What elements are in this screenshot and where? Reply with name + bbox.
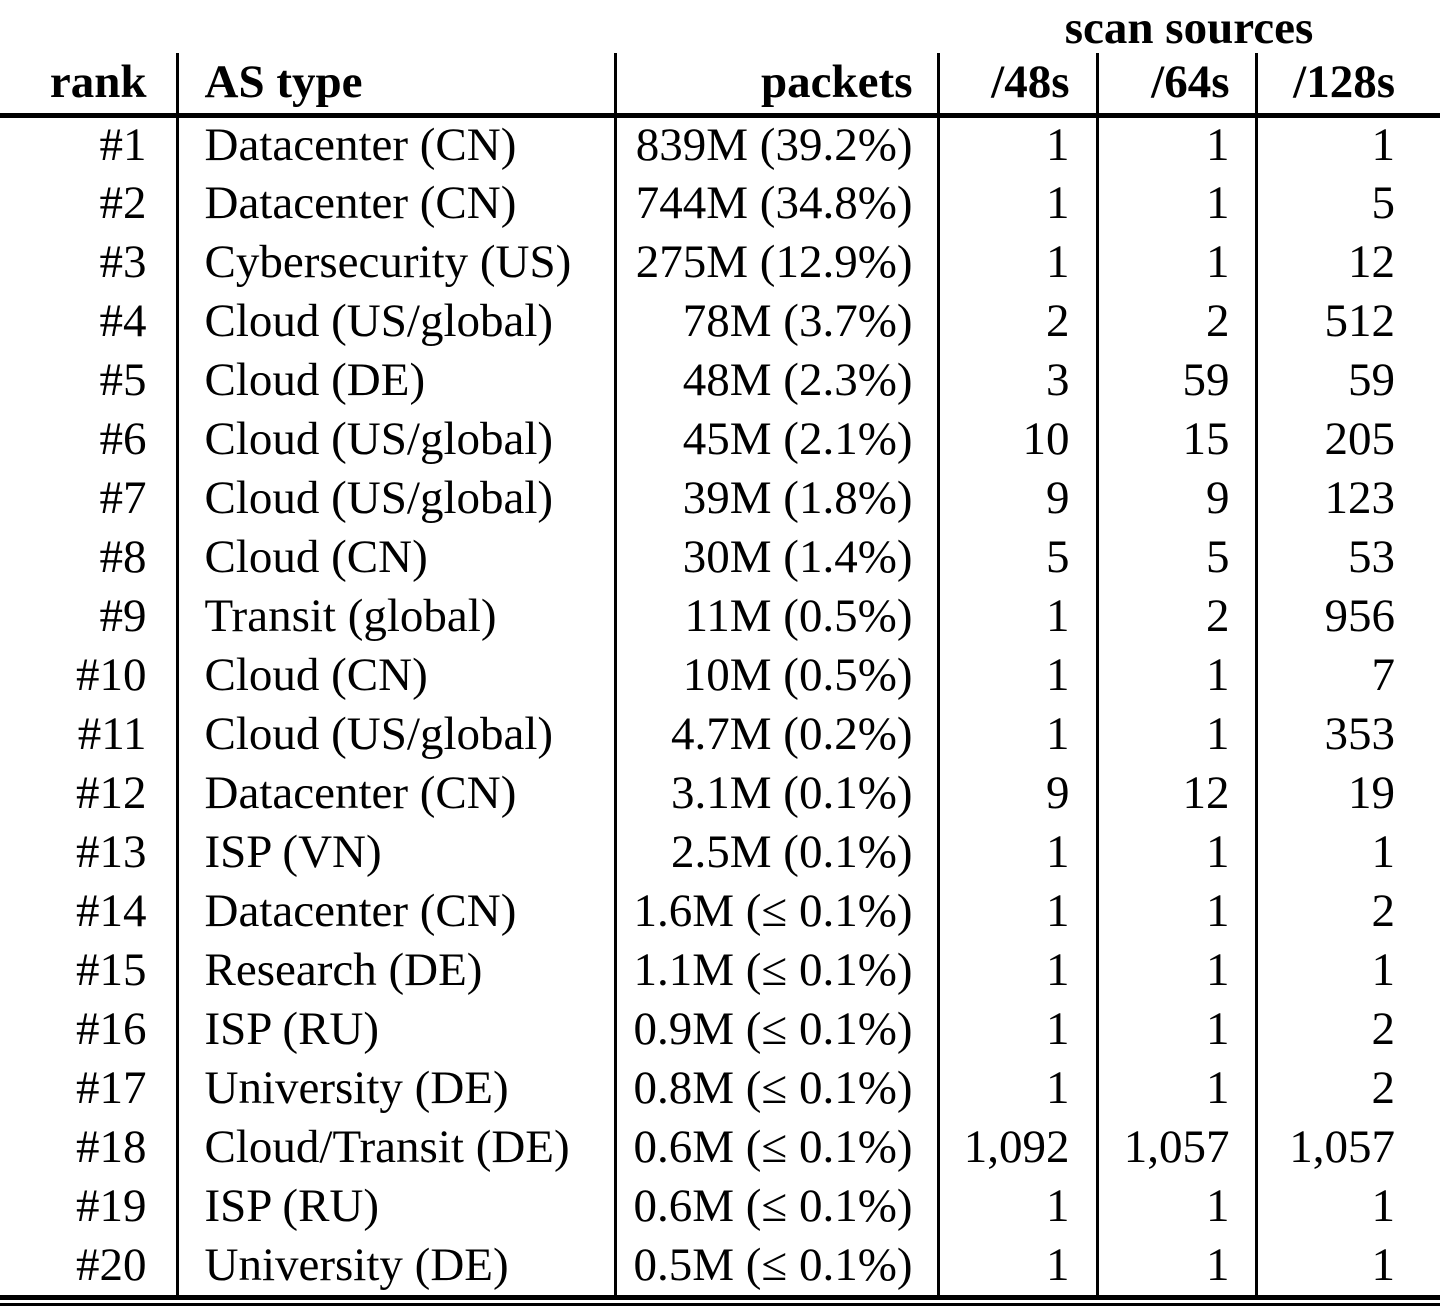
cell-packets: 39M (1.8%) <box>615 469 938 528</box>
cell-48s: 2 <box>938 292 1097 351</box>
cell-packets: 0.8M (≤ 0.1%) <box>615 1059 938 1118</box>
table-row <box>0 1059 1440 1118</box>
cell-64s: 12 <box>1097 764 1256 823</box>
cell-as-type: Datacenter (CN) <box>177 115 615 174</box>
cell-64s: 1 <box>1097 823 1256 882</box>
table-row <box>0 764 1440 823</box>
cell-as-type: Cybersecurity (US) <box>177 233 615 292</box>
table-row <box>0 882 1440 941</box>
span-header-row <box>0 3 1440 53</box>
cell-packets: 10M (0.5%) <box>615 646 938 705</box>
cell-packets: 0.6M (≤ 0.1%) <box>615 1177 938 1236</box>
bottom-rule-bottom <box>0 1303 1440 1306</box>
cell-64s: 1 <box>1097 705 1256 764</box>
cell-48s: 10 <box>938 410 1097 469</box>
cell-128s: 12 <box>1256 233 1440 292</box>
column-header-64s: /64s <box>1097 53 1256 115</box>
table-row <box>0 528 1440 587</box>
cell-rank: #19 <box>76 1180 147 1232</box>
cell-rank: #12 <box>76 767 147 819</box>
cell-64s: 1 <box>1097 115 1256 174</box>
cell-64s: 1,057 <box>1097 1118 1256 1177</box>
cell-rank: #16 <box>76 1003 147 1055</box>
bottom-rule-top <box>0 1295 1440 1300</box>
cell-packets: 839M (39.2%) <box>615 115 938 174</box>
cell-as-type: Datacenter (CN) <box>177 174 615 233</box>
cell-rank: #2 <box>99 177 147 229</box>
cell-packets: 0.9M (≤ 0.1%) <box>615 1000 938 1059</box>
table-row <box>0 941 1440 1000</box>
cell-rank: #5 <box>99 354 147 406</box>
cell-128s: 1 <box>1256 823 1440 882</box>
cell-48s: 1 <box>938 1059 1097 1118</box>
cell-rank: #1 <box>99 119 147 172</box>
cell-48s: 5 <box>938 528 1097 587</box>
cell-128s: 19 <box>1256 764 1440 823</box>
cell-64s: 1 <box>1097 882 1256 941</box>
cell-rank: #4 <box>99 295 147 347</box>
cell-rank: #17 <box>76 1062 147 1114</box>
cell-128s: 956 <box>1256 587 1440 646</box>
cell-64s: 59 <box>1097 351 1256 410</box>
cell-as-type: ISP (RU) <box>177 1177 615 1236</box>
cell-packets: 78M (3.7%) <box>615 292 938 351</box>
cell-as-type: Datacenter (CN) <box>177 882 615 941</box>
cell-48s: 1 <box>938 882 1097 941</box>
cell-48s: 1,092 <box>938 1118 1097 1177</box>
cell-48s: 1 <box>938 115 1097 174</box>
cell-as-type: University (DE) <box>177 1236 615 1295</box>
cell-as-type: ISP (RU) <box>177 1000 615 1059</box>
cell-packets: 1.1M (≤ 0.1%) <box>615 941 938 1000</box>
cell-packets: 744M (34.8%) <box>615 174 938 233</box>
column-header-48s: /48s <box>938 53 1097 115</box>
cell-128s: 1,057 <box>1256 1118 1440 1177</box>
cell-packets: 30M (1.4%) <box>615 528 938 587</box>
cell-packets: 4.7M (0.2%) <box>615 705 938 764</box>
table-row <box>0 469 1440 528</box>
span-header-scan-sources: scan sources <box>1064 3 1314 53</box>
column-header-128s: /128s <box>1256 53 1440 115</box>
cell-as-type: Datacenter (CN) <box>177 764 615 823</box>
cell-64s: 2 <box>1097 292 1256 351</box>
column-header-packets: packets <box>615 53 938 115</box>
cell-64s: 1 <box>1097 1059 1256 1118</box>
table-row <box>0 823 1440 882</box>
cell-as-type: Cloud/Transit (DE) <box>177 1118 615 1177</box>
cell-64s: 1 <box>1097 1000 1256 1059</box>
table-row <box>0 351 1440 410</box>
cell-rank: #3 <box>99 236 147 288</box>
cell-64s: 9 <box>1097 469 1256 528</box>
cell-64s: 2 <box>1097 587 1256 646</box>
cell-48s: 9 <box>938 469 1097 528</box>
table-header <box>0 3 1440 115</box>
table-row <box>0 705 1440 764</box>
table-row <box>0 292 1440 351</box>
table-row <box>0 1000 1440 1059</box>
cell-as-type: Cloud (DE) <box>177 351 615 410</box>
cell-48s: 1 <box>938 1236 1097 1295</box>
cell-64s: 1 <box>1097 646 1256 705</box>
cell-rank: #18 <box>76 1121 147 1173</box>
table-body <box>0 115 1440 1295</box>
cell-packets: 0.5M (≤ 0.1%) <box>615 1236 938 1295</box>
cell-128s: 123 <box>1256 469 1440 528</box>
cell-rank: #8 <box>99 531 147 583</box>
cell-64s: 1 <box>1097 1177 1256 1236</box>
cell-64s: 1 <box>1097 941 1256 1000</box>
cell-packets: 3.1M (0.1%) <box>615 764 938 823</box>
cell-48s: 1 <box>938 941 1097 1000</box>
cell-128s: 512 <box>1256 292 1440 351</box>
cell-128s: 1 <box>1256 1236 1440 1295</box>
cell-48s: 1 <box>938 174 1097 233</box>
cell-packets: 2.5M (0.1%) <box>615 823 938 882</box>
table-row <box>0 1118 1440 1177</box>
cell-128s: 59 <box>1256 351 1440 410</box>
cell-64s: 5 <box>1097 528 1256 587</box>
cell-packets: 11M (0.5%) <box>615 587 938 646</box>
cell-as-type: Cloud (US/global) <box>177 292 615 351</box>
cell-rank: #20 <box>76 1239 147 1291</box>
cell-rank: #6 <box>99 413 147 465</box>
cell-128s: 1 <box>1256 941 1440 1000</box>
cell-rank: #15 <box>76 944 147 996</box>
cell-128s: 1 <box>1256 1177 1440 1236</box>
column-header-as-type: AS type <box>177 53 615 115</box>
table-row <box>0 174 1440 233</box>
cell-as-type: Cloud (US/global) <box>177 705 615 764</box>
table-row <box>0 587 1440 646</box>
cell-128s: 1 <box>1256 115 1440 174</box>
cell-packets: 1.6M (≤ 0.1%) <box>615 882 938 941</box>
ranking-table <box>0 3 1440 1295</box>
table-row <box>0 115 1440 174</box>
cell-packets: 275M (12.9%) <box>615 233 938 292</box>
table-row <box>0 646 1440 705</box>
table-row <box>0 1236 1440 1295</box>
cell-64s: 1 <box>1097 1236 1256 1295</box>
cell-48s: 9 <box>938 764 1097 823</box>
cell-as-type: Cloud (CN) <box>177 528 615 587</box>
cell-packets: 45M (2.1%) <box>615 410 938 469</box>
cell-48s: 1 <box>938 233 1097 292</box>
cell-rank: #11 <box>77 708 147 760</box>
cell-48s: 3 <box>938 351 1097 410</box>
cell-64s: 1 <box>1097 233 1256 292</box>
cell-128s: 53 <box>1256 528 1440 587</box>
cell-packets: 0.6M (≤ 0.1%) <box>615 1118 938 1177</box>
cell-as-type: ISP (VN) <box>177 823 615 882</box>
cell-rank: #13 <box>76 826 147 878</box>
table-row <box>0 1177 1440 1236</box>
cell-48s: 1 <box>938 646 1097 705</box>
span-header-spacer <box>0 3 938 53</box>
cell-128s: 205 <box>1256 410 1440 469</box>
cell-rank: #9 <box>99 590 147 642</box>
cell-48s: 1 <box>938 823 1097 882</box>
cell-128s: 2 <box>1256 1000 1440 1059</box>
cell-64s: 15 <box>1097 410 1256 469</box>
cell-48s: 1 <box>938 705 1097 764</box>
cell-packets: 48M (2.3%) <box>615 351 938 410</box>
cell-as-type: Cloud (CN) <box>177 646 615 705</box>
table-row <box>0 233 1440 292</box>
table-row <box>0 410 1440 469</box>
cell-48s: 1 <box>938 1000 1097 1059</box>
cell-as-type: University (DE) <box>177 1059 615 1118</box>
cell-128s: 2 <box>1256 882 1440 941</box>
cell-48s: 1 <box>938 1177 1097 1236</box>
cell-as-type: Transit (global) <box>177 587 615 646</box>
cell-rank: #14 <box>76 885 147 937</box>
cell-as-type: Cloud (US/global) <box>177 469 615 528</box>
cell-64s: 1 <box>1097 174 1256 233</box>
cell-48s: 1 <box>938 587 1097 646</box>
cell-as-type: Cloud (US/global) <box>177 410 615 469</box>
column-header-row <box>0 53 1440 115</box>
cell-rank: #7 <box>99 472 147 524</box>
cell-as-type: Research (DE) <box>177 941 615 1000</box>
column-header-rank: rank <box>0 53 177 115</box>
cell-128s: 7 <box>1256 646 1440 705</box>
cell-128s: 5 <box>1256 174 1440 233</box>
cell-128s: 2 <box>1256 1059 1440 1118</box>
cell-rank: #10 <box>76 649 147 701</box>
cell-128s: 353 <box>1256 705 1440 764</box>
